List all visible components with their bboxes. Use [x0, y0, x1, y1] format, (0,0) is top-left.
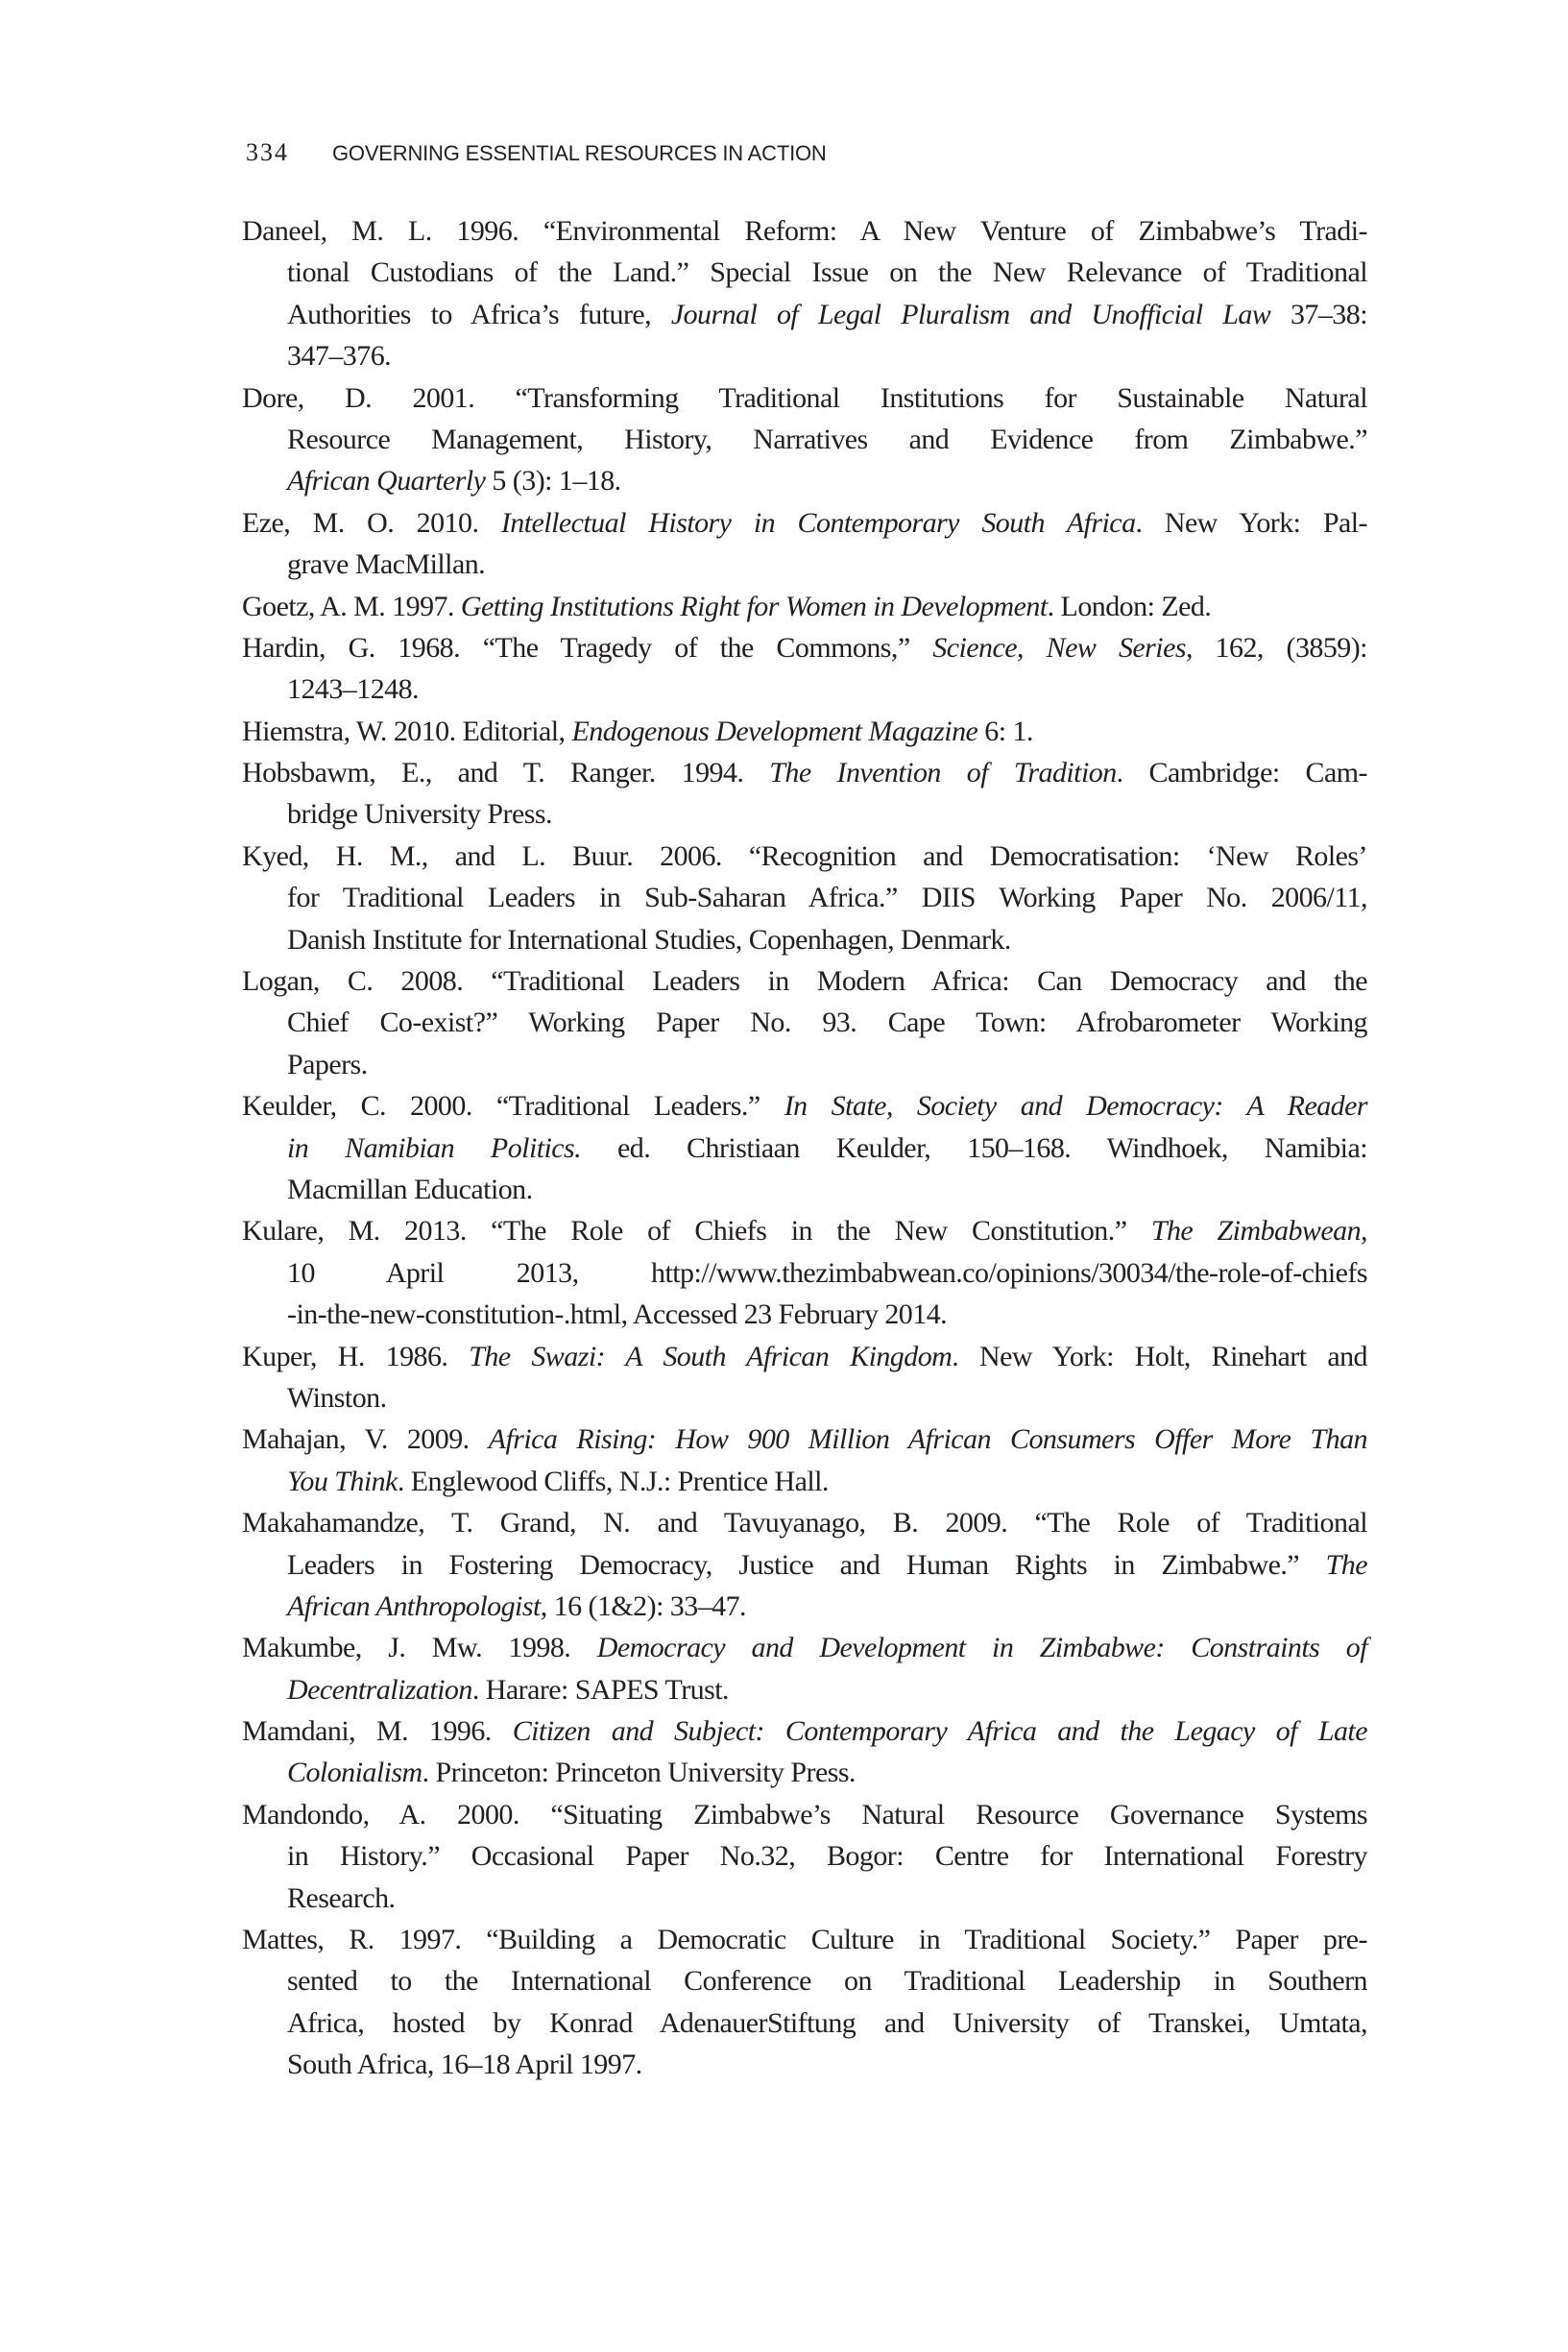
reference-line	[287, 1835, 1367, 1877]
reference-text: 347–376.	[287, 340, 392, 373]
reference-text: , 162, (3859):	[1185, 631, 1367, 664]
reference-line	[287, 419, 1367, 460]
reference-text: for Traditional Leaders in Sub-Saharan Africa.” DIIS Working Paper No. 2006/11,	[287, 882, 1367, 914]
reference-title-italic: Journal of Legal Pluralism and Unofficial Law	[670, 298, 1271, 330]
reference-text: Resource Management, History, Narratives and Evidence from Zimbabwe.”	[287, 423, 1367, 455]
reference-text: . Harare: SAPES Trust.	[471, 1673, 729, 1706]
reference-text: Mandondo, A. 2000. “Situating Zimbabwe’s Natural Resource Governance Systems	[242, 1798, 1367, 1831]
reference-line	[287, 1586, 1367, 1627]
reference-text: Research.	[287, 1881, 396, 1914]
reference-text: Daneel, M. L. 1996. “Environmental Reform: A New Venture of Zimbabwe’s Tradi-	[242, 215, 1367, 247]
page-number: 334	[246, 138, 289, 166]
running-head	[246, 138, 827, 169]
reference-title-italic: The Zimbabwean	[1150, 1215, 1362, 1248]
reference-text: Hiemstra, W. 2010. Editorial,	[242, 715, 572, 747]
reference-line	[242, 836, 1367, 877]
reference-list	[242, 210, 1367, 2086]
reference-title-italic: Intellectual History in Contemporary South Africa	[500, 506, 1136, 539]
reference-entry-kuper	[242, 1336, 1367, 1419]
reference-title-italic: Democracy and Development in Zimbabwe: Constraints of	[596, 1632, 1368, 1664]
reference-text: 5 (3): 1–18.	[485, 465, 621, 497]
reference-text: Hardin, G. 1968. “The Tragedy of the Commons,”	[242, 631, 933, 664]
running-title: GOVERNING ESSENTIAL RESOURCES IN ACTION	[332, 141, 827, 165]
reference-text: Mattes, R. 1997. “Building a Democratic Culture in Traditional Society.” Paper pre-	[242, 1924, 1367, 1956]
reference-text: Mahajan, V. 2009.	[242, 1423, 489, 1456]
reference-line	[242, 210, 1367, 252]
reference-line	[287, 1002, 1367, 1043]
reference-text: Authorities to Africa’s future,	[287, 298, 671, 330]
reference-text: Makahamandze, T. Grand, N. and Tavuyanago, B. 2009. “The Role of Traditional	[242, 1507, 1367, 1540]
reference-line	[242, 1919, 1367, 1960]
reference-text: Eze, M. O. 2010.	[242, 506, 501, 539]
reference-line	[287, 1294, 1367, 1335]
reference-line	[242, 1627, 1367, 1668]
reference-line	[287, 294, 1367, 335]
reference-line	[287, 544, 1367, 585]
reference-line	[287, 668, 1367, 710]
reference-text: 37–38:	[1270, 298, 1367, 330]
reference-text: Papers.	[287, 1048, 368, 1080]
reference-line	[287, 252, 1367, 293]
reference-text: Danish Institute for International Studies, Copenhagen, Denmark.	[287, 923, 1011, 956]
reference-line	[242, 502, 1367, 544]
reference-text: bridge University Press.	[287, 798, 552, 831]
reference-title-italic: Citizen and Subject: Contemporary Africa and the Legacy of Late	[512, 1715, 1367, 1748]
reference-text: . Englewood Cliffs, N.J.: Prentice Hall.	[397, 1465, 829, 1497]
reference-line	[242, 377, 1367, 419]
reference-line	[287, 1044, 1367, 1085]
reference-title-italic: The Swazi: A South African Kingdom	[469, 1340, 953, 1372]
reference-text: . New York: Holt, Rinehart and	[952, 1340, 1367, 1372]
reference-line	[287, 1960, 1367, 2001]
reference-text: Keulder, C. 2000. “Traditional Leaders.”	[242, 1090, 784, 1123]
reference-text: ed. Christiaan Keulder, 150–168. Windhoek, Namibia:	[581, 1131, 1367, 1164]
reference-text: sented to the International Conference on Traditional Leadership in Southern	[287, 1965, 1367, 1998]
reference-text: in History.” Occasional Paper No.32, Bogor: Centre for International Forestry	[287, 1840, 1367, 1873]
reference-text: 6: 1.	[977, 715, 1033, 747]
reference-entry-makahamandze	[242, 1502, 1367, 1627]
reference-entry-kyed	[242, 836, 1367, 960]
reference-entry-mattes	[242, 1919, 1367, 2086]
reference-text: ,	[1361, 1215, 1367, 1248]
reference-line	[242, 1794, 1367, 1835]
reference-line	[287, 1878, 1367, 1919]
reference-title-italic: Colonialism	[287, 1757, 422, 1789]
reference-line	[287, 1461, 1367, 1502]
reference-line	[287, 793, 1367, 835]
reference-line	[287, 1252, 1367, 1294]
reference-line	[287, 877, 1367, 918]
reference-text: . New York: Pal-	[1135, 506, 1367, 539]
reference-line	[242, 1085, 1367, 1127]
reference-title-italic: Endogenous Development Magazine	[571, 715, 978, 747]
reference-line	[287, 1169, 1367, 1210]
reference-line	[287, 335, 1367, 376]
reference-title-italic: Science	[932, 631, 1018, 664]
reference-entry-keulder	[242, 1085, 1367, 1210]
reference-line	[287, 2044, 1367, 2085]
reference-entry-mahajan	[242, 1418, 1367, 1502]
reference-line	[287, 1669, 1367, 1710]
reference-text: 10 April 2013, http://www.thezimbabwean.co/opinions/30034/the-role-of-chiefs	[287, 1256, 1367, 1289]
reference-line	[242, 1336, 1367, 1377]
reference-title-italic: African Quarterly	[287, 465, 486, 497]
reference-line	[242, 586, 1367, 627]
reference-line	[242, 1710, 1367, 1752]
reference-entry-eze	[242, 502, 1367, 586]
reference-line	[242, 960, 1367, 1002]
reference-entry-hardin	[242, 627, 1367, 711]
reference-title-italic: Africa Rising: How 900 Million African Consumers Offer More Than	[488, 1423, 1368, 1456]
reference-entry-goetz	[242, 586, 1367, 627]
reference-text: . Cambridge: Cam-	[1116, 757, 1367, 789]
reference-line	[287, 1544, 1367, 1586]
reference-entry-mandondo	[242, 1794, 1367, 1919]
reference-entry-daneel	[242, 210, 1367, 377]
reference-entry-makumbe	[242, 1627, 1367, 1710]
reference-title-italic: The Invention of Tradition	[769, 757, 1117, 789]
reference-line	[242, 1502, 1367, 1543]
reference-title-italic: in Namibian Politics.	[287, 1131, 582, 1164]
reference-line	[287, 460, 1367, 501]
reference-entry-hobsbawm	[242, 752, 1367, 836]
reference-text: Kyed, H. M., and L. Buur. 2006. “Recognition and Democratisation: ‘New Roles’	[242, 839, 1367, 872]
reference-text: Makumbe, J. Mw. 1998.	[242, 1632, 597, 1664]
reference-text: Kulare, M. 2013. “The Role of Chiefs in the New Constitution.”	[242, 1215, 1151, 1248]
reference-text: Leaders in Fostering Democracy, Justice and Human Rights in Zimbabwe.”	[287, 1548, 1326, 1581]
reference-text: South Africa, 16–18 April 1997.	[287, 2049, 642, 2081]
reference-line	[242, 1210, 1367, 1251]
reference-text: grave MacMillan.	[287, 548, 486, 581]
reference-text: Chief Co-exist?” Working Paper No. 93. Cape Town: Afrobarometer Working	[287, 1006, 1367, 1039]
reference-title-italic: The	[1325, 1548, 1367, 1581]
reference-text: Hobsbawm, E., and T. Ranger. 1994.	[242, 757, 770, 789]
reference-text: . Princeton: Princeton University Press.	[422, 1757, 856, 1789]
reference-title-italic: Decentralization	[287, 1673, 472, 1706]
reference-line	[242, 627, 1367, 668]
reference-title-italic: You Think	[287, 1465, 398, 1497]
reference-title-italic: In State, Society and Democracy: A Reader	[784, 1090, 1367, 1123]
reference-line	[287, 2002, 1367, 2044]
reference-line	[287, 1752, 1367, 1793]
reference-text: tional Custodians of the Land.” Special Issue on the New Relevance of Traditional	[287, 256, 1367, 289]
reference-entry-logan	[242, 960, 1367, 1085]
reference-text: Winston.	[287, 1381, 387, 1414]
reference-entry-kulare	[242, 1210, 1367, 1335]
reference-text: . London: Zed.	[1047, 590, 1212, 622]
reference-text: Logan, C. 2008. “Traditional Leaders in Modern Africa: Can Democracy and the	[242, 965, 1367, 998]
reference-title-italic: Getting Institutions Right for Women in Development	[460, 590, 1048, 622]
reference-text: Goetz, A. M. 1997.	[242, 590, 461, 622]
reference-line	[242, 1418, 1367, 1460]
reference-text: Macmillan Education.	[287, 1173, 533, 1205]
reference-line	[242, 752, 1367, 793]
reference-text: Mamdani, M. 1996.	[242, 1715, 513, 1748]
reference-line	[242, 711, 1367, 752]
reference-text: Kuper, H. 1986.	[242, 1340, 470, 1372]
reference-text: ,	[1017, 631, 1047, 664]
reference-text: Dore, D. 2001. “Transforming Traditional Institutions for Sustainable Natural	[242, 381, 1367, 414]
reference-line	[287, 1377, 1367, 1418]
reference-text: , 16 (1&2): 33–47.	[540, 1589, 747, 1622]
reference-line	[287, 1128, 1367, 1169]
reference-text: 1243–1248.	[287, 673, 420, 706]
reference-entry-mamdani	[242, 1710, 1367, 1794]
reference-line	[287, 919, 1367, 960]
reference-entry-hiemstra	[242, 711, 1367, 752]
reference-title-italic: African Anthropologist	[287, 1589, 541, 1622]
reference-text: -in-the-new-constitution-.html, Accessed 23 February 2014.	[287, 1298, 948, 1331]
reference-title-italic: New Series	[1046, 631, 1186, 664]
reference-text: Africa, hosted by Konrad AdenauerStiftung and University of Transkei, Umtata,	[287, 2006, 1367, 2039]
reference-entry-dore	[242, 377, 1367, 502]
